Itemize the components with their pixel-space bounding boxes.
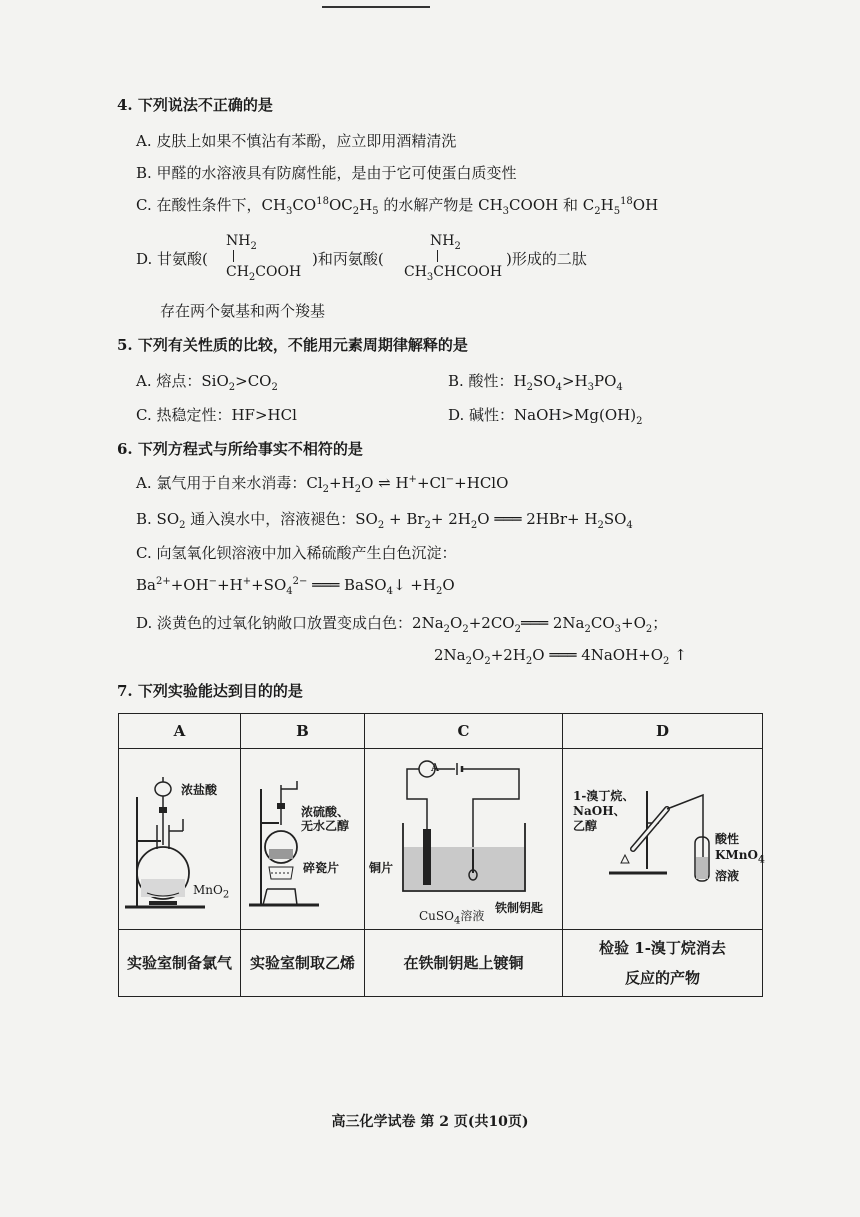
q6-option-d-equation2: $2Na_2O_2+2H_2O$ ═══ $4NaOH+O_2$ ↑ (434, 646, 687, 667)
apparatus-a-drawing (119, 749, 241, 929)
q4-option-c: C. 在酸性条件下，$CH_3CO^{18}OC_2H_5$ 的水解产物是 $CH_3COOH$ 和 $C_2H_5^{18}OH$ (136, 196, 659, 217)
glycine-chain: $CH_2COOH$ (226, 264, 302, 283)
label-iron-key: 铁制钥匙 (495, 901, 544, 915)
label-copper: 铜片 (369, 861, 394, 875)
apparatus-b (241, 749, 365, 930)
experiment-table (118, 713, 763, 997)
purpose-a: 实验室制备氯气 (119, 930, 241, 997)
apparatus-d (563, 749, 763, 930)
q6-option-b: B. $SO_2$ 通入溴水中，溶液褪色：$SO_2 + Br_2+ 2H_2O$ ═══ $2HBr+ H_2SO_4$ (136, 510, 633, 531)
q4-option-d-suffix: )形成的二肽 (506, 250, 587, 268)
header-c: C (365, 714, 563, 749)
q5-option-c: C. 热稳定性：HF>HCl (136, 406, 297, 424)
q6-stem: 6. 下列方程式与所给事实不相符的是 (117, 440, 363, 458)
glycine-amino: $NH_2$ (226, 233, 257, 252)
q5-option-d: D. 碱性：$NaOH>Mg(OH)_2$ (448, 406, 643, 427)
glycine-bond (233, 250, 234, 265)
header-d: D (563, 714, 763, 749)
q4-option-d-prefix: D. 甘氨酸( (136, 250, 208, 268)
apparatus-c (365, 749, 563, 930)
label-b-reagents: 浓硫酸、 无水乙醇 (301, 805, 350, 833)
q4-option-b: B. 甲醛的水溶液具有防腐性能，是由于它可使蛋白质变性 (136, 164, 517, 182)
alanine-amino: $NH_2$ (430, 233, 461, 252)
page-footer: 高三化学试卷 第 2 页(共10页) (331, 1114, 529, 1130)
q5-stem: 5. 下列有关性质的比较，不能用元素周期律解释的是 (117, 336, 468, 354)
q6-option-d: D. 淡黄色的过氧化钠敞口放置变成白色：$2Na_2O_2+2CO_2═══$ $2Na_2CO_3+O_2$； (136, 614, 668, 635)
alanine-bond (437, 250, 438, 265)
label-porcelain: 碎瓷片 (303, 861, 340, 875)
q6-option-c: C. 向氢氧化钡溶液中加入稀硫酸产生白色沉淀： (136, 544, 457, 562)
q6-option-c-equation: $Ba^{2+}+OH^-+H^++SO_4^{2-}$ ═══ BaSO$_4$↓ $+H_2O$ (136, 576, 455, 597)
q4-option-d-middle: )和丙氨酸( (312, 250, 384, 268)
q7-stem: 7. 下列实验能达到目的的是 (117, 682, 303, 700)
top-rule (322, 6, 430, 8)
header-a: A (119, 714, 241, 749)
q4-option-a: A. 皮肤上如果不慎沾有苯酚，应立即用酒精清洗 (136, 132, 457, 150)
alanine-chain: $CH_3CHCOOH$ (404, 264, 503, 283)
label-cuso4: CuSO$_4$溶液 (419, 909, 485, 927)
header-b: B (241, 714, 365, 749)
purpose-b: 实验室制取乙烯 (241, 930, 365, 997)
q6-option-a: A. 氯气用于自来水消毒：$Cl_2+H_2O$ ⇌ H++Cl−+HClO (136, 474, 509, 495)
apparatus-a (119, 749, 241, 930)
label-conc-hcl: 浓盐酸 (181, 783, 218, 797)
q5-option-a: A. 熔点：$SiO_2>CO_2$ (136, 372, 278, 393)
ammeter-icon: A (431, 761, 439, 774)
q4-option-d-line2: 存在两个氨基和两个羧基 (160, 302, 326, 320)
q5-option-b: B. 酸性：$H_2SO_4>H_3PO_4$ (448, 372, 623, 393)
purpose-c: 在铁制钥匙上镀铜 (365, 930, 563, 997)
apparatus-b-drawing (241, 749, 365, 929)
label-d-reagents: 1-溴丁烷、 NaOH、 乙醇 (573, 789, 635, 833)
q4-stem: 4. 下列说法不正确的是 (117, 96, 273, 114)
purpose-d: 检验 1-溴丁烷消去 反应的产物 (563, 930, 763, 997)
label-kmno4: 酸性 KMnO$_4$ 溶液 (715, 832, 765, 884)
label-mno2: MnO$_2$ (193, 883, 230, 901)
